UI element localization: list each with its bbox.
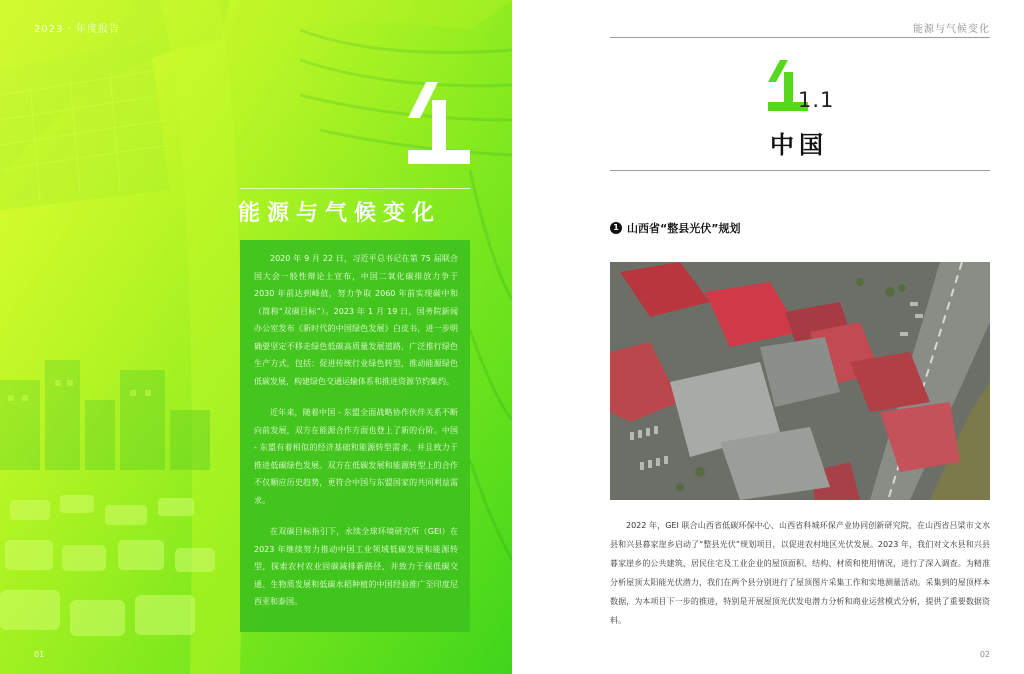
sub-heading bbox=[610, 220, 740, 236]
header-label: 能源与气候变化 bbox=[913, 24, 990, 35]
body-text bbox=[610, 516, 990, 630]
sub-heading-number: 1 bbox=[610, 222, 622, 234]
intro-paragraph: 在双碳目标指引下，永续全球环境研究所（GEI）在 2023 年继续努力推动中国工业领域低碳发展和能源转型，探索农村农业固碳减排新路径，并致力于探低碳交通、生物质发展和低碳水稻种植的中国经验推广至印度尼西亚和泰国。 bbox=[254, 527, 458, 606]
sub-heading-text: 山西省“整县光伏”规划 bbox=[627, 222, 741, 235]
intro-paragraph: 近年来，随着中国 - 东盟全面战略协作伙伴关系不断向前发展，双方在能源合作方面也登上了新的台阶。中国 - 东盟有着相似的经济基础和能源转型需求，并且致力于推进低碳绿色发展。双方在低碳发展和能源转型上的合作不仅顺应历史趋势，更符合中国与东盟国家的共同利益需求。 bbox=[254, 408, 458, 505]
section-title: 中国 bbox=[770, 131, 828, 159]
section-number: 1.1 bbox=[798, 88, 835, 112]
header-rule bbox=[610, 37, 990, 38]
body-paragraph: 2022 年，GEI 联合山西省低碳环保中心、山西省科城环保产业协同创新研究院，在山西省吕梁市文水县和兴县暮家崖乡启动了“整县光伏”规划项目，以促进农村地区光伏发展。2023 年，我们对文水县和兴县暮家崖乡的公共建筑、居民住宅及工业企业的屋顶面积、结构、材质和使用情况，进行了深入调查。为精准分析屋顶太阳能光伏潜力，我们在两个县分别进行了屋顶图片采集工作和实地测量活动。采集到的屋顶样本数据，为本项目下一步的推进，特别是开展屋顶光伏发电潜力分析和商业运营模式分析，提供了重要数据资料。 bbox=[610, 521, 990, 625]
title-rule bbox=[610, 170, 990, 171]
chapter-title: 能源与气候变化 bbox=[238, 201, 442, 226]
aerial-photo bbox=[610, 262, 990, 500]
chapter-numeral-icon bbox=[404, 78, 474, 172]
right-page bbox=[512, 0, 1024, 674]
report-label: 2023 · 年度报告 bbox=[34, 24, 120, 35]
chapter-rule bbox=[240, 188, 470, 189]
page-number-right: 02 bbox=[979, 650, 990, 659]
intro-paragraph: 2020 年 9 月 22 日，习近平总书记在第 75 届联合国大会一般性辩论上宣布，中国二氧化碳排放力争于 2030 年前达到峰值，努力争取 2060 年前实现碳中和（简称“双碳目标”）。2023 年 1 月 19 日，国务院新闻办公室发布《新时代的中国绿色发展》白皮书，进一步明确要坚定不移走绿色低碳高质量发展道路，广泛推行绿色生产方式，包括：促进传统行业绿色转型，推动能源绿色低碳发展，构建绿色交通运输体系和推进资源节约集约。 bbox=[254, 254, 458, 386]
intro-text-box bbox=[240, 240, 470, 632]
page-number-left: 01 bbox=[34, 650, 45, 659]
